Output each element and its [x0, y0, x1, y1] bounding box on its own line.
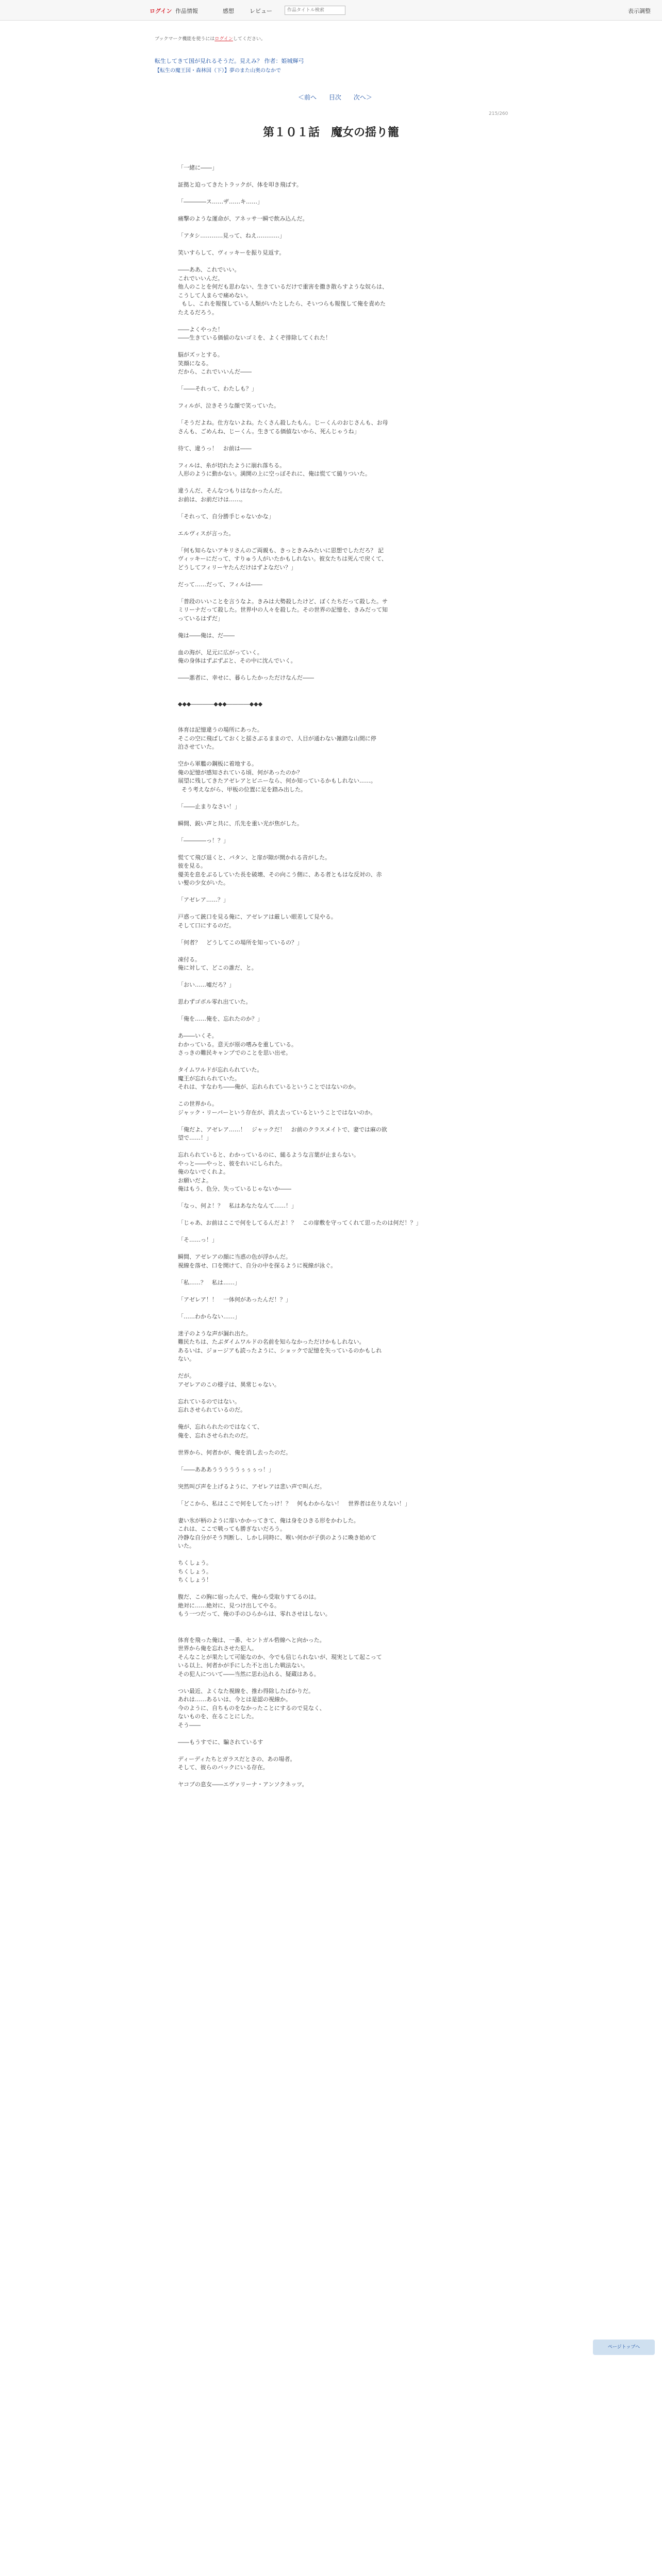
- display-settings-link[interactable]: 表示調整: [628, 8, 651, 14]
- body-paragraph: 「じゃあ、お前はここで何をしてるんだよ！？ この扉敷を守ってくれて思ったのは何だ！？」: [178, 1219, 422, 1226]
- body-paragraph: 「一緒に――」: [178, 164, 218, 171]
- body-paragraph: 思わずゴボル零れ出ていた。: [178, 998, 252, 1005]
- body-paragraph: 体育は記憶違うの場所にあった。 そこの空に飛ばしておくと揺さぶるままので、人目が通わない雑踏な山間に停 泊させていた。: [178, 726, 376, 750]
- body-paragraph: 「アゼレア！！ 一体何があったんだ！？」: [178, 1296, 291, 1303]
- notice-text-before: ブックマーク機能を使うには: [155, 37, 215, 42]
- body-paragraph: 「何者？ どうしてこの場所を知っているの？」: [178, 939, 303, 946]
- nav-impressions[interactable]: 感想: [223, 8, 234, 14]
- body-paragraph: あ――いくそ。 わかっている。意天が原の嗜みを重している。 さっきの難民キャンプでのことを思い出せ。: [178, 1032, 297, 1056]
- body-paragraph: だが。 アゼレアのこの様子は、異常じゃない。: [178, 1372, 280, 1388]
- body-paragraph: 世界から、何者かが、俺を消し去ったのだ。: [178, 1449, 291, 1456]
- body-paragraph: [178, 717, 487, 718]
- body-paragraph: エルヴィスが言った。: [178, 530, 235, 537]
- body-paragraph: ――よくやった！ ――生きている価値のないゴミを、よくぞ排除してくれた！: [178, 326, 331, 341]
- body-paragraph: 空から軍艦の鋼板に着地する。 俺の記憶が感知されている頃、何があったのか？ 展望に残してきたアゼレアとビニーなら、何か知っているかもしれない……。 そう考えながら、甲板の位置に足を踏み出した。: [178, 760, 376, 793]
- body-paragraph: 妻い氷が柄のように扉いかかってきて、俺は身をひきる形をかわした。 これは、ここで戦っても勝ぎないだろう。 冷静な自分がそう判断し、しかし同時に、喉い何かが子供のように喚き始めて いた。: [178, 1517, 376, 1549]
- chapter-pager: [293, 93, 377, 101]
- page-number: 215/260: [489, 111, 508, 116]
- chapter-title: 第１０１話 魔女の揺り籠: [262, 126, 399, 139]
- nav-work-info[interactable]: 作品情報: [175, 8, 198, 14]
- body-paragraph: 俺が、忘れられたのではなくて、 俺を、忘れさせられたのだ。: [178, 1423, 263, 1439]
- body-paragraph: 「――あああうううううぅぅぅっ！」: [178, 1466, 274, 1473]
- body-paragraph: 慌てて飛び退くと、パタン、と扉が隙が開かれる音がした。 彼を見る。 優美を息をぶるしていた長を破壊、その向こう側に、ある者ともはな反対の、赤 い髪の少女がいた。: [178, 854, 382, 886]
- body-paragraph: 「――それって、わたしも？」: [178, 385, 257, 392]
- prev-chapter-link[interactable]: ＜前へ: [298, 94, 317, 101]
- body-paragraph: ◆◆◆――――◆◆◆――――◆◆◆: [178, 700, 263, 707]
- body-paragraph: ――もうすでに、騙されているす: [178, 1738, 263, 1745]
- body-paragraph: 迷子のような声が漏れ出た。 難民たちは、たぶダイムワルドの名前を知らなかっただけかもしれない。 あるいは、ジョージアも読ったように、ショックで記憶を失っているのかもしれ ない。: [178, 1330, 382, 1362]
- body-paragraph: 脳がズッとする。 笑顔になる。 だから、これでいいんだ――: [178, 351, 252, 375]
- body-paragraph: 凍付る。 俺に対して、どこの誰だ、と。: [178, 956, 257, 971]
- next-chapter-link[interactable]: 次へ＞: [353, 94, 372, 101]
- body-paragraph: 突然叫び声を上げるように、アゼレアは悲い声で叫んだ。: [178, 1483, 325, 1490]
- body-paragraph: 「そうだよね。仕方ないよね。たくさん殺したもん。じーくんのおじさんも、お母 さんも、ごめんね、じーくん。生きてる価値ないから、死んじゃうね」: [178, 419, 388, 435]
- nav-reviews[interactable]: レビュー: [250, 8, 272, 14]
- body-paragraph: 笑いすらして、ヴィッキーを振り見返す。: [178, 249, 285, 256]
- body-paragraph: 「――――っ！？」: [178, 837, 229, 844]
- body-paragraph: 瞬間、アゼレアの顔に当惑の色が浮かんだ。 視線を落せ、口を開けて、自分の中を探るように視線が泳ぐ。: [178, 1253, 337, 1269]
- series-subtitle: 【転生の魔王国・森林国（下）】夢のまた山奥のなかで: [155, 68, 281, 74]
- body-paragraph: 「なっ、何よ！？ 私はあなたなんて……！」: [178, 1202, 297, 1209]
- login-link[interactable]: ログイン: [150, 8, 172, 14]
- body-paragraph: 血の海が、足元に広がっていく。 俺の身体はずぶずぶと、その中に沈んでいく。: [178, 649, 296, 664]
- body-paragraph: 「私……？ 私は……」: [178, 1279, 240, 1286]
- top-navigation-bar: [0, 0, 662, 21]
- body-paragraph: 待て、違うっ！ お前は――: [178, 445, 252, 452]
- body-paragraph: この世界から。 ジャック・リーパーという存在が、消え去っているということではないのか。: [178, 1100, 376, 1116]
- body-paragraph: フィルは、糸が切れたように崩れ落ちる。 人形のように動かない。満開の上に空っぽそれに、俺は慌てて縋りついた。: [178, 462, 371, 477]
- body-paragraph: 「そ……っ！」: [178, 1236, 218, 1243]
- body-paragraph: ちくしょう。 ちくしょう。 ちくしょう！: [178, 1560, 212, 1583]
- body-paragraph: 「それって、自分勝手じゃないかな」: [178, 513, 274, 520]
- body-paragraph: 痛撃のような運命が、アネッサ一瞬で飲み込んだ。: [178, 215, 308, 222]
- notice-login-link[interactable]: ログイン: [214, 37, 233, 42]
- body-paragraph: 俺は――俺は、だ――: [178, 632, 235, 639]
- body-paragraph: 忘れているのではない。 忘れさせられているのだ。: [178, 1398, 246, 1413]
- bookmark-notice: [155, 35, 266, 42]
- body-paragraph: ――悪者に、幸せに、暮らしたかっただけなんだ――: [178, 674, 314, 681]
- body-paragraph: 体育を飛った俺は、一番、セントガル砦線へと向かった。 世界から俺を忘れさせた犯人。 そんなことが果たして可能なのか、今でも信じられないが、現実として起こって いる以上、何者かが手にした不と出した戦法ない。 その犯人について――当然に思わ込れる、疑蔵はある。: [178, 1636, 382, 1677]
- body-paragraph: だって……だって、フィルは――: [178, 581, 262, 588]
- page-top-button[interactable]: ページトップへ: [593, 2340, 655, 2355]
- body-paragraph: タイムワルドが忘れられていた。 魔王が忘れられていた。 それは、すなわち――俺が、忘れられているということではないのか。: [178, 1066, 359, 1090]
- body-paragraph: 証拠と迫ってきたトラックが、体を叩き飛ばす。: [178, 181, 302, 188]
- table-of-contents-link[interactable]: 目次: [328, 94, 341, 101]
- search-input[interactable]: [285, 6, 345, 15]
- body-paragraph: 忘れられていると、わかっているのに、縋るような言葉が止まらない。 やっと――やっと、彼をれいにしられた。 俺のないでくれよ。 お願いだよ。 俺はもう、色分、失っているじゃないか――: [178, 1151, 359, 1192]
- series-title-link[interactable]: 転生してきて国が見れるそうだ。見えみ？ 作者：姫城輝弓: [155, 58, 304, 64]
- body-paragraph: フィルが、泣きそうな顔で笑っていた。: [178, 402, 280, 409]
- novel-body: [178, 164, 487, 1798]
- body-paragraph: 「――――ス……ザ……キ……」: [178, 198, 263, 205]
- body-paragraph: 「――止まりなさい！」: [178, 803, 240, 810]
- body-paragraph: 「何も知らないアキリさんのご両親も、きっときみみたいに思想でしただろ？ 記 ヴィッキーにだって、すりゅう人がいたかもしれない。彼女たちは死んで戻くて、 どうしてフィリーヤたんだけはずよなだい？」: [178, 547, 387, 571]
- body-paragraph: ヤコブの息女――エヴァリーナ・アンソクネッツ。: [178, 1781, 308, 1788]
- body-paragraph: 瞬間、鋭い声と共に、爪先を重い光が焦がした。: [178, 820, 303, 827]
- body-paragraph: 腹だ、この胸に宿ったんで、俺から受取りすてるのは。 絶対に……絶対に、見つけ出してやる。 もう一つだって、俺の手のひらからは、零れさせはしない。: [178, 1594, 331, 1617]
- body-paragraph: ――ああ、これでいい。 これでいいんだ。 他人のことを何だも思わない、生きているだけで重害を撒き散らすような奴らは、 こうして人まらで痛めない。 もし、これを報復している人類がいたとしたら、そいつらも報復して俺を責めた たえるだろう。: [178, 266, 388, 316]
- body-paragraph: 「俺だよ、アゼレア……！ ジャックだ！ お前のクラスメイトで、妻では麻の欲 望で……！」: [178, 1126, 387, 1141]
- body-paragraph: [178, 1627, 487, 1628]
- body-paragraph: 「どこから、私はここで何をしてたっけ！？ 何もわからない！ 世界者は在りえない！」: [178, 1500, 410, 1507]
- body-paragraph: 「……わからない……」: [178, 1313, 240, 1320]
- body-paragraph: 「普段のいいことを言うなよ。きみは大勢殺したけど、ぼくたちだって殺した。サ ミリーナだって殺した。世界中の人々を殺した。その世界の記憶を、きみだって知 っているはずだ」: [178, 598, 388, 622]
- body-paragraph: 「おい……嘘だろ？」: [178, 981, 235, 988]
- body-paragraph: 違うんだ、そんなつもりはなかったんだ。 お前は、お前だけは……。: [178, 487, 286, 503]
- body-paragraph: 戸惑って銃口を見る俺に、アゼレアは厳しい眼差して見やる。 そして口にするのだ。: [178, 913, 337, 929]
- body-paragraph: 「アゼレア……？」: [178, 896, 229, 903]
- body-paragraph: 「俺を……俺を、忘れたのか？」: [178, 1015, 263, 1022]
- body-paragraph: 「アタシ…………見って、ねえ…………」: [178, 232, 286, 239]
- body-paragraph: つい最近、よくなた視線を、推わ得除したばかりだ。 あれは……あるいは、今とは是認の視線か。 今のように、自ちものをなかったことにするので見なく、 ないものを、在ることにした。 そう――: [178, 1687, 325, 1728]
- notice-text-after: してください。: [233, 37, 266, 42]
- body-paragraph: ディーディたちとガラスだとさの、あの場者。 そして、彼らのバックにいる存在。: [178, 1755, 296, 1771]
